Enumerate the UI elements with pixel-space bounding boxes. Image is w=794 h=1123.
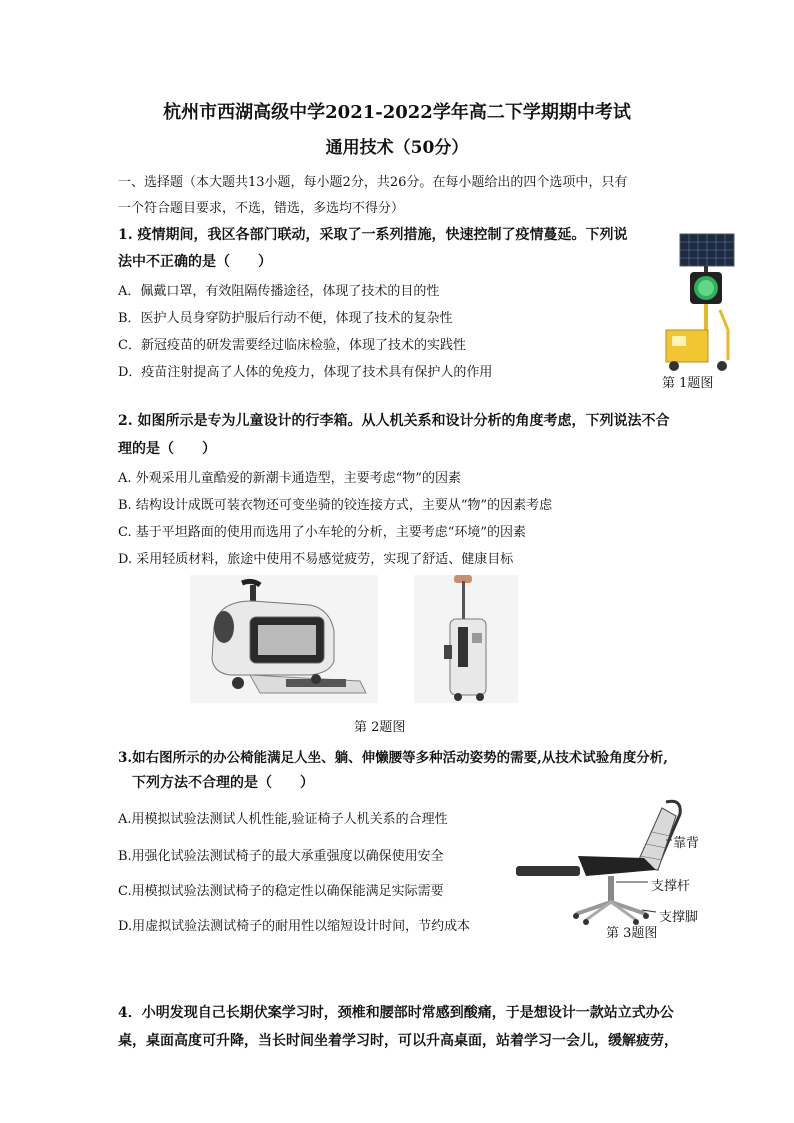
q2-stem-line1: 2. 如图所示是专为儿童设计的行李箱。从人机关系和设计分析的角度考虑，下列说法不合 [118, 413, 670, 429]
q3-option-b: B.用强化试验法测试椅子的最大承重强度以确保使用安全 [118, 849, 444, 864]
q1-stem-line1: 1. 疫情期间，我区各部门联动，采取了一系列措施，快速控制了疫情蔓延。下列说 [118, 227, 628, 243]
q3-label-support-rod: 支撑杆 [651, 879, 691, 894]
q3-stem-line1: 3.如右图所示的办公椅能满足人坐、躺、伸懒腰等多种活动姿势的需要,从技术试验角度分析, [118, 750, 668, 766]
exam-subtitle: 通用技术（50分） [325, 138, 469, 158]
q4-stem-line1: 4．小明发现自己长期伏案学习时，颈椎和腰部时常感到酸痛，于是想设计一款站立式办公 [118, 1005, 674, 1021]
q3-option-c: C.用模拟试验法测试椅子的稳定性以确保能满足实际需要 [118, 884, 444, 899]
q3-label-support-foot: 支撑脚 [659, 910, 699, 925]
q1-option-a: A．佩戴口罩，有效阻隔传播途径，体现了技术的目的性 [118, 284, 440, 299]
section-intro-line1: 一、选择题（本大题共13小题，每小题2分，共26分。在每小题给出的四个选项中，只有 [118, 175, 628, 190]
kids-luggage-open-image [190, 575, 378, 703]
q3-option-a: A.用模拟试验法测试人机性能,验证椅子人机关系的合理性 [118, 812, 448, 827]
q3-label-backrest: 靠背 [673, 836, 700, 851]
q1-option-d: D．疫苗注射提高了人体的免疫力，体现了技术具有保护人的作用 [118, 365, 493, 380]
q3-stem-line2: 下列方法不合理的是（ ） [132, 775, 314, 791]
kids-luggage-upright-image [414, 575, 518, 703]
q2-option-b: B. 结构设计成既可装衣物还可变坐骑的铰连接方式，主要从“物”的因素考虑 [118, 498, 553, 513]
q1-stem-line2: 法中不正确的是（ ） [118, 254, 272, 270]
q1-option-b: B．医护人员身穿防护服后行动不便，体现了技术的复杂性 [118, 311, 453, 326]
solar-traffic-light-image [660, 230, 740, 378]
q2-option-c: C. 基于平坦路面的使用而选用了小车轮的分析，主要考虑“环境”的因素 [118, 525, 527, 540]
q1-figure-caption: 第 1题图 [662, 376, 714, 391]
q4-stem-line2: 桌，桌面高度可升降，当长时间坐着学习时，可以升高桌面，站着学习一会儿，缓解疲劳， [118, 1033, 678, 1049]
exam-title: 杭州市西湖高级中学2021-2022学年高二下学期期中考试 [163, 102, 631, 123]
q1-option-c: C．新冠疫苗的研发需要经过临床检验，体现了技术的实践性 [118, 338, 466, 353]
q2-option-d: D. 采用轻质材料，旅途中使用不易感觉疲劳，实现了舒适、健康目标 [118, 552, 514, 567]
q2-stem-line2: 理的是（ ） [118, 441, 216, 457]
section-intro-line2: 一个符合题目要求，不选，错选，多选均不得分） [118, 201, 405, 216]
q2-option-a: A. 外观采用儿童酷爱的新潮卡通造型，主要考虑“物”的因素 [118, 471, 461, 486]
q2-figure-caption: 第 2题图 [354, 720, 406, 735]
q3-option-d: D.用虚拟试验法测试椅子的耐用性以缩短设计时间，节约成本 [118, 919, 471, 934]
q3-figure-caption: 第 3题图 [606, 926, 658, 941]
